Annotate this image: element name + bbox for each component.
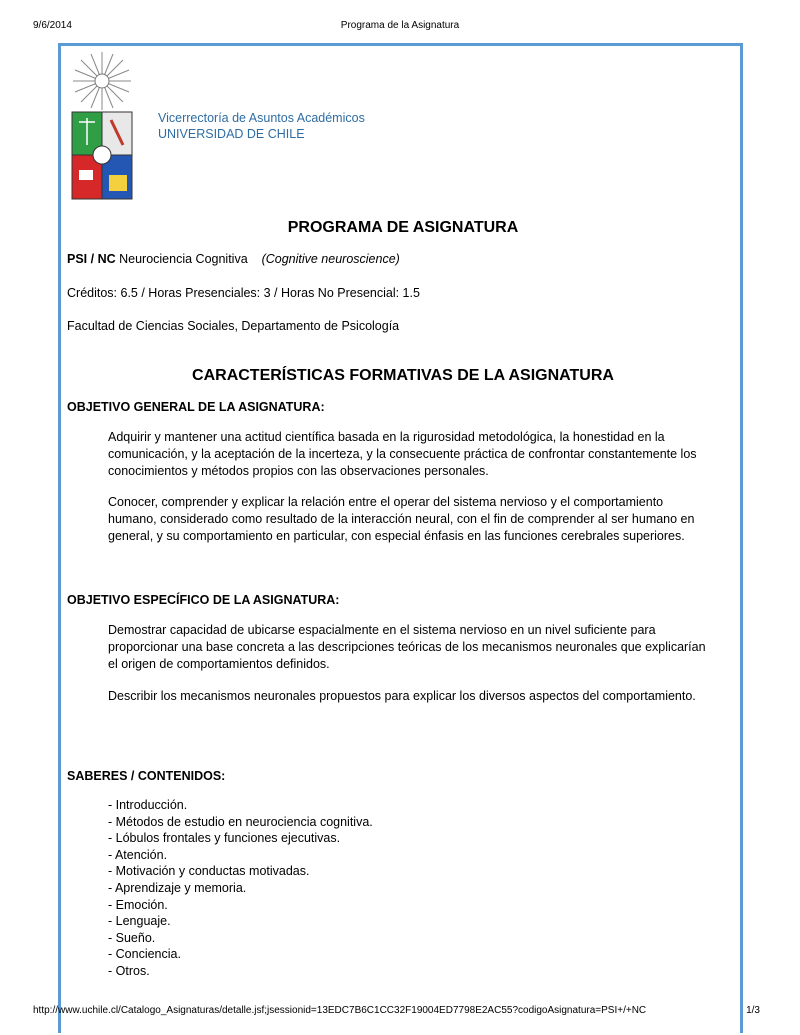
- course-code: PSI / NC: [67, 252, 116, 266]
- course-line: [67, 252, 400, 266]
- section-title: CARACTERÍSTICAS FORMATIVAS DE LA ASIGNATURA: [192, 367, 614, 384]
- objetivo-general-p1: Adquirir y mantener una actitud científica basada en la rigurosidad metodológica, la honestidad en la comunicación, y la aceptación de la incerteza, y la consecuente práctica de confrontar constantemente los conocimientos y métodos propios con las observaciones personales.: [108, 430, 697, 478]
- list-item: - Emoción.: [108, 897, 168, 912]
- faculty-line: Facultad de Ciencias Sociales, Departamento de Psicología: [67, 319, 400, 333]
- objetivo-especifico-p1: Demostrar capacidad de ubicarse espacialmente en el sistema nervioso en un nivel suficiente para proporcionar una base concreta a las descripciones teóricas de los mecanismos neuronales que explicarían el origen de comportamientos definidos.: [108, 623, 706, 671]
- list-item: - Métodos de estudio en neurociencia cognitiva.: [108, 814, 373, 829]
- organization-block: [158, 110, 365, 142]
- org-university: UNIVERSIDAD DE CHILE: [158, 127, 305, 141]
- objetivo-general-heading: OBJETIVO GENERAL DE LA ASIGNATURA:: [67, 400, 325, 414]
- page-number: 1/3: [746, 1005, 760, 1016]
- list-item: - Conciencia.: [108, 947, 181, 962]
- print-url: http://www.uchile.cl/Catalogo_Asignaturas/detalle.jsf;jsessionid=13EDC7B6C1CC32F19004ED7798E2AC55?codigoAsignatura=PSI+/+NC: [33, 1005, 647, 1016]
- course-name: Neurociencia Cognitiva: [119, 252, 248, 266]
- print-date: 9/6/2014: [33, 20, 72, 31]
- list-item: - Lóbulos frontales y funciones ejecutivas.: [108, 831, 341, 846]
- list-item: - Sueño.: [108, 930, 156, 945]
- objetivo-general-p2: Conocer, comprender y explicar la relación entre el operar del sistema nervioso y el comportamiento humano, considerado como resultado de la interacción neural, con el fin de comprender al ser humano en general, y su comportamiento en particular, con especial énfasis en las funciones cerebrales superiores.: [108, 495, 695, 543]
- saberes-heading: SABERES / CONTENIDOS:: [67, 769, 226, 783]
- list-item: - Otros.: [108, 963, 150, 978]
- print-header: [0, 20, 800, 34]
- saberes-list: [108, 797, 373, 980]
- university-crest-icon: [69, 50, 135, 202]
- credits-line: Créditos: 6.5 / Horas Presenciales: 3 / Horas No Presencial: 1.5: [67, 286, 420, 300]
- page-title: PROGRAMA DE ASIGNATURA: [287, 219, 519, 236]
- print-title: Programa de la Asignatura: [340, 20, 460, 31]
- list-item: - Aprendizaje y memoria.: [108, 880, 247, 895]
- objetivo-especifico-p2: Describir los mecanismos neuronales propuestos para explicar los diversos aspectos del comportamiento.: [108, 689, 696, 703]
- list-item: - Motivación y conductas motivadas.: [108, 864, 310, 879]
- org-vicerrectoria: Vicerrectoría de Asuntos Académicos: [158, 111, 365, 125]
- list-item: - Atención.: [108, 847, 168, 862]
- course-english-name: (Cognitive neuroscience): [261, 252, 400, 266]
- list-item: - Lenguaje.: [108, 914, 171, 929]
- objetivo-especifico-heading: OBJETIVO ESPECÍFICO DE LA ASIGNATURA:: [67, 593, 340, 607]
- list-item: - Introducción.: [108, 798, 188, 812]
